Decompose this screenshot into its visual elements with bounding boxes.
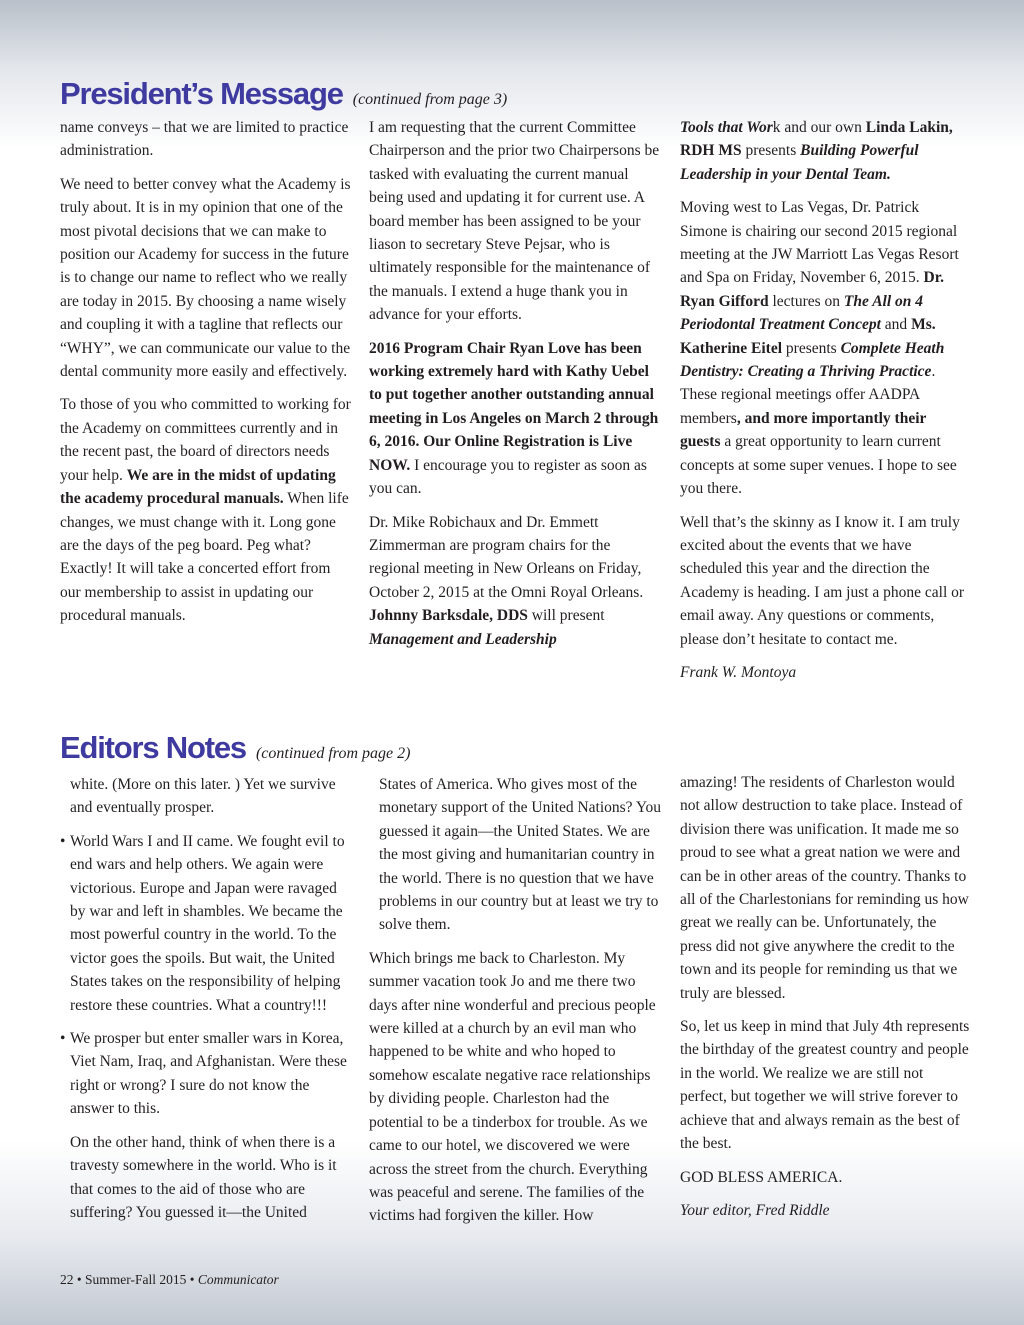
paragraph: To those of you who committed to working for the Academy on committees currently and in the recent past, the board of directors needs your help. We are in the midst of updating the academy procedural manuals. When life changes, we must change with it. Long gone are the days of the peg board. Peg what? Exactly! It will take a concerted effort from our membership to assist in updating our procedural manuals. [60, 396, 351, 625]
page-footer [60, 1272, 279, 1288]
paragraph: white. (More on this later. ) Yet we survive and eventually prosper. [70, 776, 336, 817]
signature: Your editor, Fred Riddle [680, 1201, 830, 1219]
president-column-3 [680, 116, 970, 694]
paragraph: I am requesting that the current Committee Chairperson and the prior two Chairpersons be tasked with evaluating the current manual being used and updating it for current use. A board member has been assigned to be your liason to secretary Steve Pejsar, who is ultimately responsible for the maintenance of the manuals. I extend a huge thank you in advance for your efforts. [369, 119, 660, 324]
editors-column-2 [369, 773, 661, 1238]
editors-notes-heading [60, 730, 410, 766]
editors-column-3 [680, 771, 970, 1232]
editors-notes-title: Editors Notes [60, 730, 246, 765]
president-message-heading [60, 76, 507, 112]
paragraph: Dr. Mike Robichaux and Dr. Emmett Zimmerman are program chairs for the regional meeting in New Orleans on Friday, October 2, 2015 at the Omni Royal Orleans. Johnny Barksdale, DDS will present Management and Leadership [369, 513, 644, 648]
paragraph: States of America. Who gives most of the monetary support of the United Nations? You guessed it again—the United States. We are the most giving and humanitarian country in the world. There is no question that we have problems in our country but at least we try to solve them. [379, 776, 661, 934]
editors-column-1 [60, 773, 350, 1234]
paragraph: We need to better convey what the Academy is truly about. It is in my opinion that one of the most pivotal decisions that we can make to position our Academy for success in the future is to change our name to reflect who we really are today in 2015. By choosing a name wisely and coupling it with a tagline that reflects our “WHY”, we can communicate our value to the dental community more easily and effectively. [60, 175, 351, 381]
bullet-item: • World Wars I and II came. We fought evil to end wars and help others. We again were victorious. Europe and Japan were ravaged by war and left in shambles. We became the most powerful country in the world. To the victor goes the spoils. But wait, the United States takes on the responsibility of helping restore these countries. What a country!!! [60, 830, 350, 1017]
paragraph: GOD BLESS AMERICA. [680, 1168, 843, 1186]
president-column-2 [369, 116, 661, 661]
signature: Frank W. Montoya [680, 663, 797, 681]
president-message-title: President’s Message [60, 76, 343, 111]
paragraph: Which brings me back to Charleston. My summer vacation took Jo and me there two days after nine wonderful and precious people were killed at a church by an evil man who happened to be white and who hoped to somehow escalate negative race relationships by dividing people. Charleston had the potential to be a tinderbox for trouble. As we came to our hotel, we discovered we were across the street from the church. Everything was peaceful and serene. The families of the victims had forgiven the killer. How [369, 949, 656, 1225]
paragraph: amazing! The residents of Charleston would not allow destruction to take place. Instead of division there was unification. It made me so proud to see what a great nation we were and can be in other areas of the country. Thanks to all of the Charlestonians for reminding us how great we really can be. Unfortunately, the press did not give anywhere the credit to the town and its people for reminding us that we truly are blessed. [680, 774, 969, 1002]
bullet-item: • We prosper but enter smaller wars in Korea, Viet Nam, Iraq, and Afghanistan. Were these right or wrong? I sure do not know the answer to this. [60, 1027, 350, 1121]
paragraph: name conveys – that we are limited to practice administration. [60, 119, 349, 160]
paragraph: On the other hand, think of when there is a travesty somewhere in the world. Who is it that comes to the aid of those who are suffering? You guessed it—the United [70, 1133, 337, 1221]
paragraph: Moving west to Las Vegas, Dr. Patrick Simone is chairing our second 2015 regional meeting at the JW Marriott Las Vegas Resort and Spa on Friday, November 6, 2015. Dr. Ryan Gifford lectures on The All on 4 Periodontal Treatment Concept and Ms. Katherine Eitel presents Complete Heath Dentistry: Creating a Thriving Practice. These regional meetings offer AADPA members, and more importantly their guests a great opportunity to learn current concepts at some super venues. I hope to see you there. [680, 199, 959, 498]
paragraph: So, let us keep in mind that July 4th represents the birthday of the greatest country and people in the world. We realize we are still not perfect, but together we will strive forever to achieve that and always remain as the best of the best. [680, 1018, 970, 1153]
footer-text: 22 • Summer-Fall 2015 • [60, 1272, 198, 1287]
publication-name: Communicator [197, 1272, 279, 1287]
president-column-1 [60, 116, 352, 638]
continued-note: (continued from page 3) [352, 91, 508, 108]
paragraph: Tools that Work and our own Linda Lakin, RDH MS presents Building Powerful Leadership in your Dental Team. [680, 119, 953, 183]
continued-note: (continued from page 2) [255, 745, 411, 762]
paragraph: 2016 Program Chair Ryan Love has been working extremely hard with Kathy Uebel to put together another outstanding annual meeting in Los Angeles on March 2 through 6, 2016. Our Online Registration is Live NOW. I encourage you to register as soon as you can. [369, 339, 659, 498]
paragraph: Well that’s the skinny as I know it. I am truly excited about the events that we have scheduled this year and the direction the Academy is heading. I am just a phone call or email away. Any questions or comments, please don’t hesitate to contact me. [680, 513, 965, 648]
